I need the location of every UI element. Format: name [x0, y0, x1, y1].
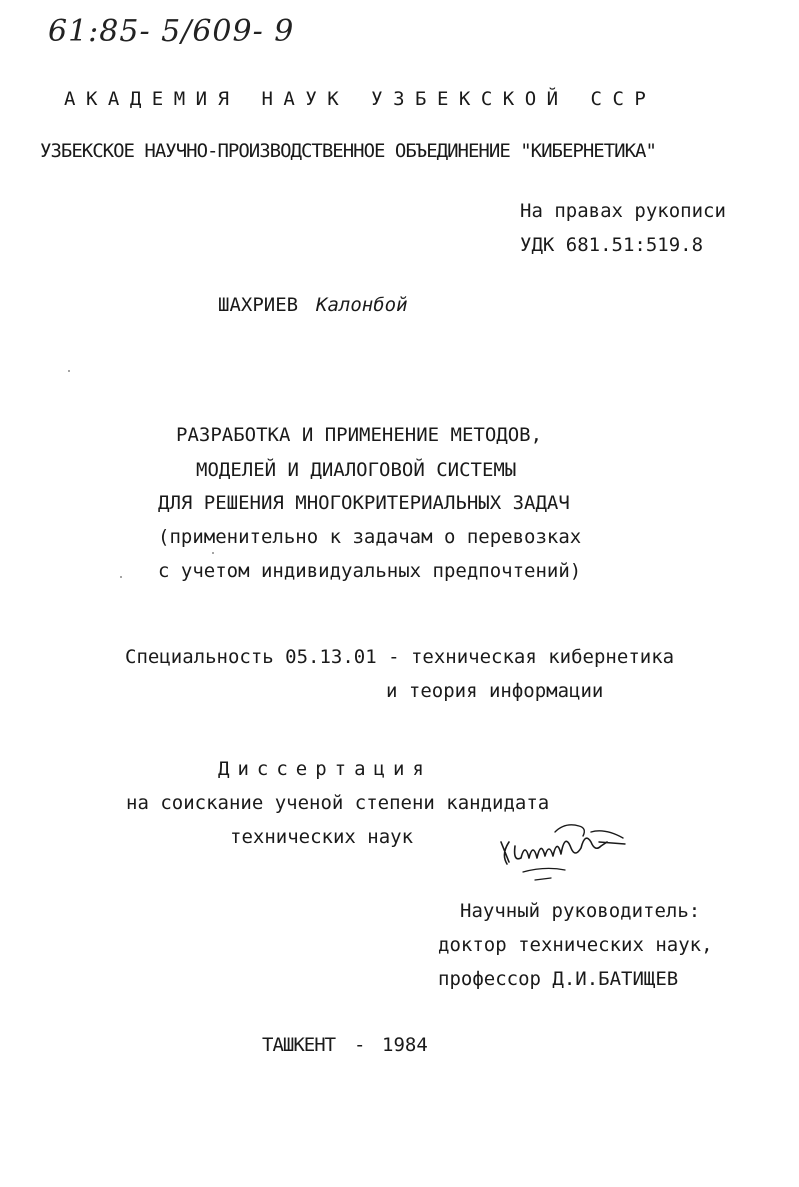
- manuscript-rights: На правах рукописи: [520, 200, 726, 222]
- title-line-3: ДЛЯ РЕШЕНИЯ МНОГОКРИТЕРИАЛЬНЫХ ЗАДАЧ: [158, 492, 570, 514]
- specialty-line-1: Специальность 05.13.01 - техническая кибернетика: [125, 646, 675, 668]
- city: ТАШКЕНТ: [262, 1034, 336, 1056]
- year: 1984: [382, 1034, 428, 1056]
- title-line-2: МОДЕЛЕЙ И ДИАЛОГОВОЙ СИСТЕМЫ: [196, 459, 517, 481]
- academy-heading: АКАДЕМИЯ НАУК УЗБЕКСКОЙ ССР: [64, 88, 657, 110]
- udc-code: УДК 681.51:519.8: [520, 234, 704, 256]
- scan-speck: [68, 370, 70, 372]
- supervisor-name: профессор Д.И.БАТИЩЕВ: [438, 968, 679, 990]
- author-surname: ШАХРИЕВ: [218, 294, 299, 316]
- scan-speck: [212, 552, 214, 554]
- dissertation-field-line: технических наук: [230, 826, 414, 848]
- supervisor-label: Научный руководитель:: [460, 900, 701, 922]
- city-year-separator: -: [354, 1034, 366, 1056]
- author-name: Калонбой: [316, 294, 408, 316]
- scan-speck: [120, 576, 122, 578]
- organization-heading: УЗБЕКСКОЕ НАУЧНО-ПРОИЗВОДСТВЕННОЕ ОБЪЕДИНЕНИЕ "КИБЕРНЕТИКА": [40, 140, 656, 162]
- title-line-5: с учетом индивидуальных предпочтений): [158, 560, 582, 582]
- title-line-1: РАЗРАБОТКА И ПРИМЕНЕНИЕ МЕТОДОВ,: [176, 424, 543, 446]
- dissertation-word: Диссертация: [218, 758, 432, 780]
- dissertation-degree-line: на соискание ученой степени кандидата: [126, 792, 550, 814]
- archive-number: 61:85- 5/609- 9: [48, 14, 295, 49]
- title-line-4: (применительно к задачам о перевозках: [158, 526, 582, 548]
- supervisor-degree: доктор технических наук,: [438, 934, 713, 956]
- specialty-line-2: и теория информации: [386, 680, 604, 702]
- signature-image: [495, 812, 635, 892]
